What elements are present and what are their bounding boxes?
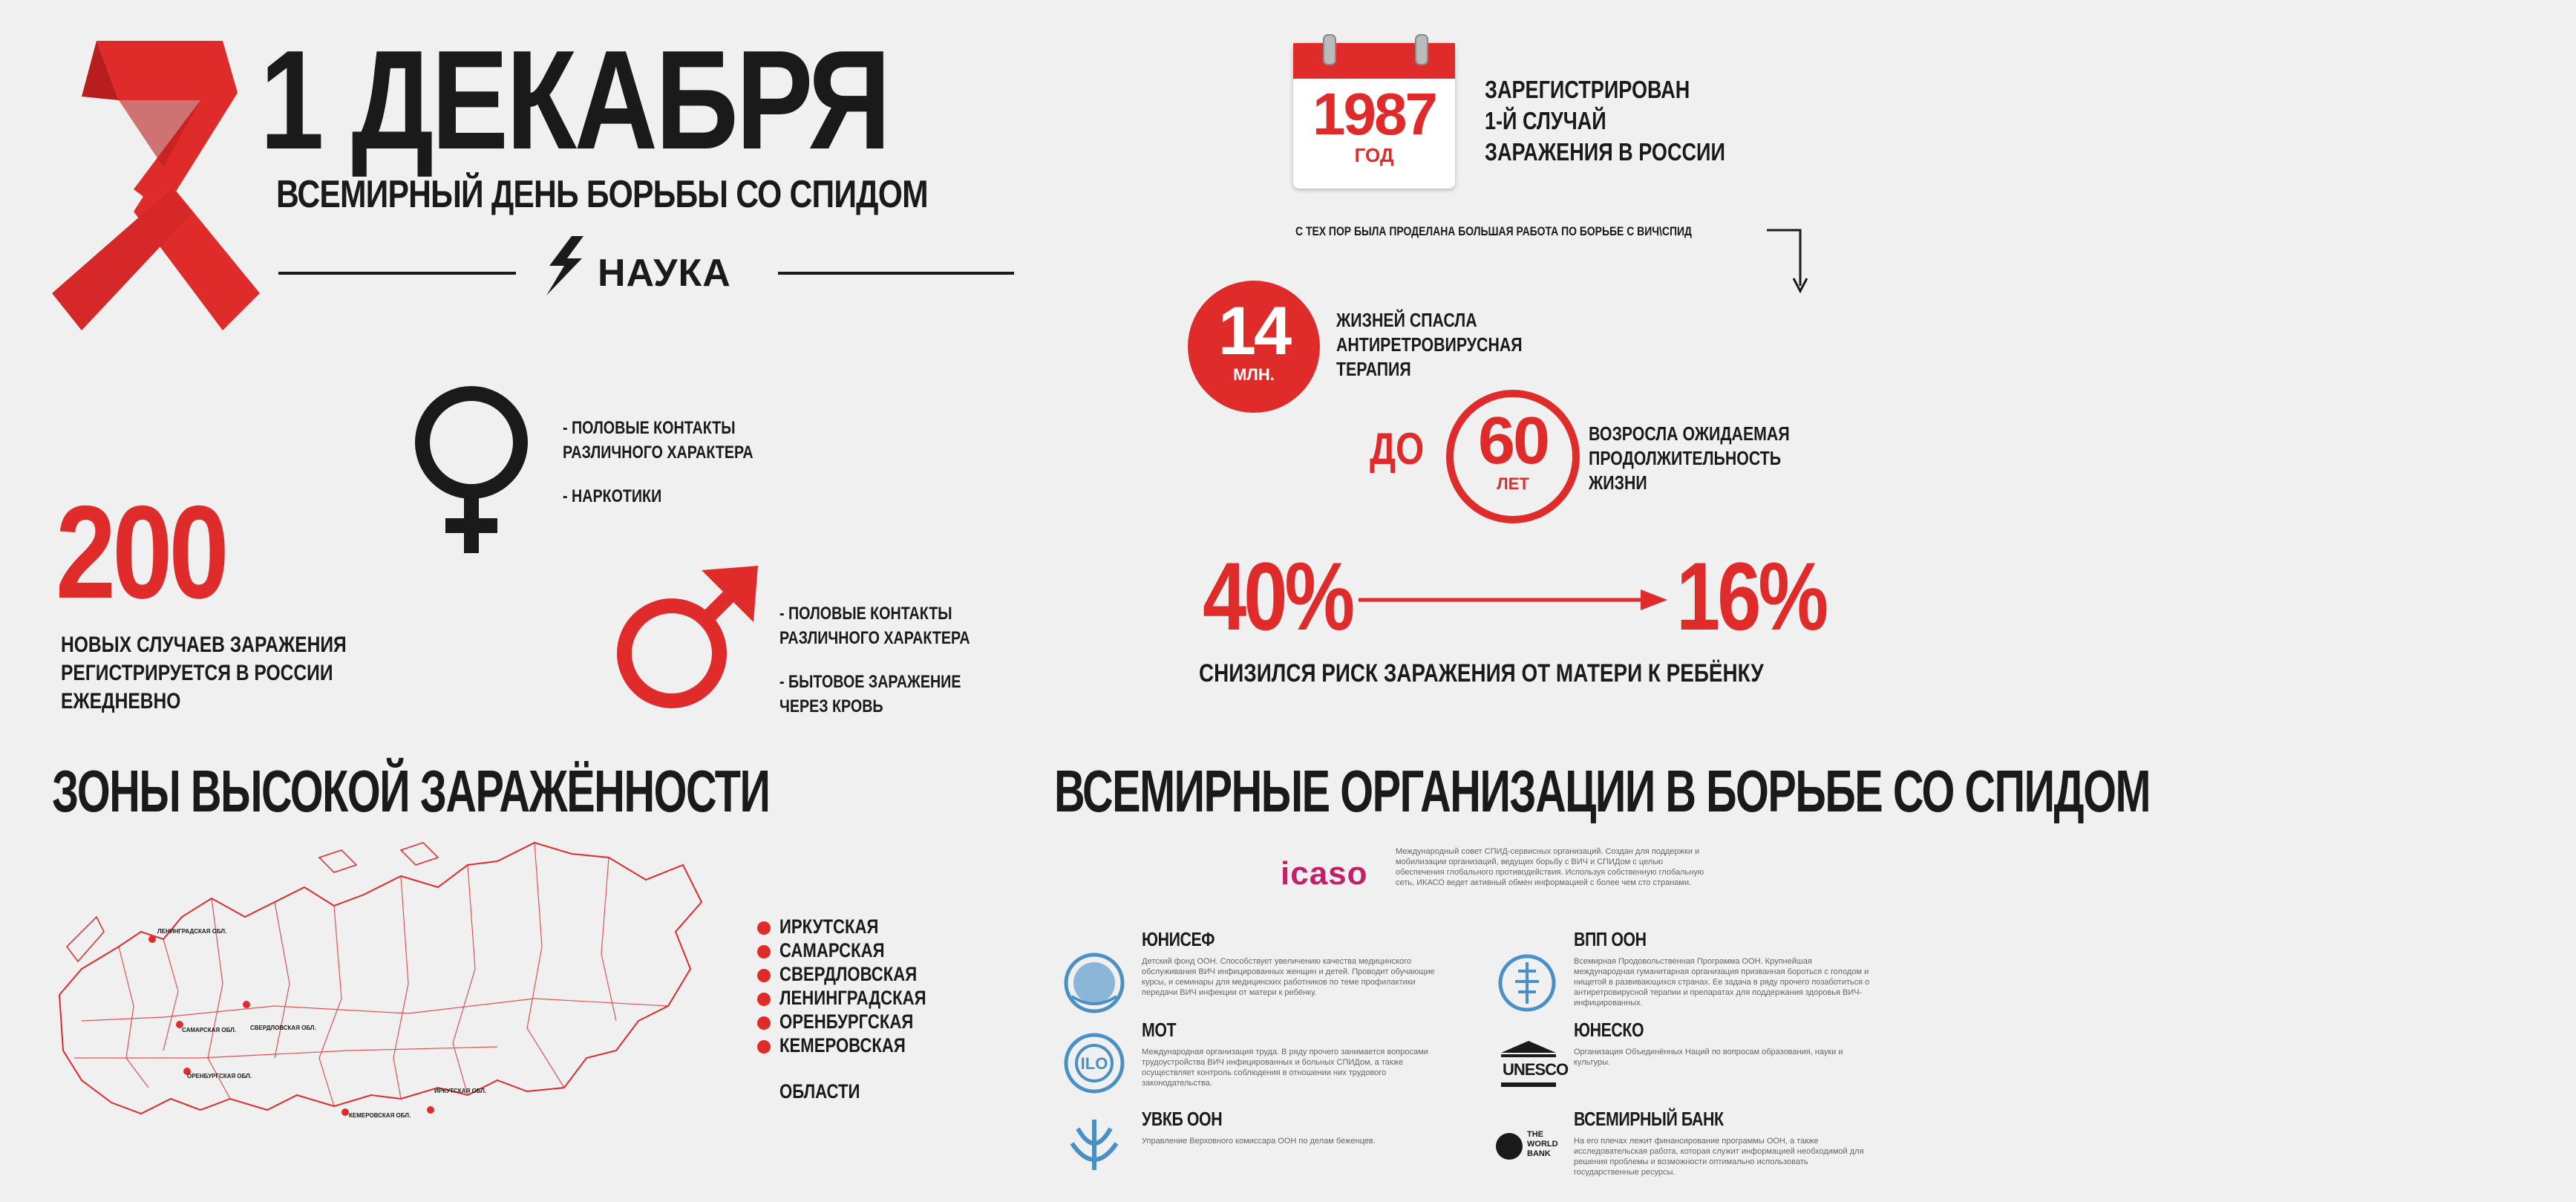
- org-name-unicef: ЮНИСЕФ: [1142, 928, 1215, 950]
- map-label: ОРЕНБУРГСКАЯ ОБЛ.: [187, 1073, 252, 1079]
- lightning-icon: [540, 236, 589, 295]
- orgs-title: ВСЕМИРНЫЕ ОРГАНИЗАЦИИ В БОРЬБЕ СО СПИДОМ: [1054, 758, 2151, 824]
- regions-list: [757, 915, 958, 1103]
- map-marker: [427, 1106, 434, 1114]
- russia-map: [52, 835, 705, 1125]
- ilo-logo-icon: [1063, 1032, 1125, 1094]
- org-name-world-bank: ВСЕМИРНЫЙ БАНК: [1574, 1108, 1724, 1130]
- down-arrow-icon: [1767, 223, 1834, 293]
- unesco-logo-text: UNESCO: [1503, 1060, 1569, 1079]
- female-symbol-icon: [405, 385, 538, 555]
- unesco-logo-icon: [1498, 1039, 1569, 1088]
- icaso-description: Международный совет СПИД-сервисных организаций. Создан для поддержки и мобилизации организаций, ведущих борьбу с ВИЧ и СПИДом с целью обеспечения глобального противодействия. Используя собственную глобальную сеть, ИКАСО ведет активный обмен информацией с более чем сто странами.: [1396, 847, 1704, 887]
- map-label: СВЕРДЛОВСКАЯ ОБЛ.: [250, 1025, 316, 1031]
- org-desc-unesco: Организация Объединённых Наций по вопросам образования, науки и культуры.: [1574, 1048, 1843, 1067]
- zones-title: ЗОНЫ ВЫСОКОЙ ЗАРАЖЁННОСТИ: [52, 758, 770, 824]
- region-item: САМАРСКАЯ: [757, 938, 958, 962]
- region-item: КЕМЕРОВСКАЯ: [757, 1033, 958, 1057]
- red-ribbon-icon: [52, 41, 267, 330]
- male-symbol-icon: [612, 563, 761, 711]
- org-name-wfp: ВПП ООН: [1574, 928, 1647, 950]
- org-name-ilo: МОТ: [1142, 1019, 1177, 1041]
- org-desc-unhcr: Управление Верховного комиссара ООН по делам беженцев.: [1142, 1137, 1376, 1146]
- unhcr-logo-icon: [1063, 1114, 1125, 1176]
- life-expectancy-badge: 60 ЛЕТ: [1446, 390, 1580, 523]
- life-prefix: ДО: [1370, 424, 1425, 474]
- org-desc-world-bank: На его плечах лежит финансирование программы ООН, а также исследовательская работа, которая служит информацией необходимой для решения проблемы и возможности оптимально использовать государственные ресурсы.: [1574, 1137, 1864, 1177]
- calendar-year-unit: ГОД: [1354, 144, 1394, 166]
- map-label: КЕМЕРОВСКАЯ ОБЛ.: [349, 1112, 411, 1119]
- map-label: ИРКУТСКАЯ ОБЛ.: [434, 1088, 487, 1094]
- page-subtitle: ВСЕМИРНЫЙ ДЕНЬ БОРЬБЫ СО СПИДОМ: [276, 173, 928, 216]
- region-item: ОРЕНБУРГСКАЯ: [757, 1010, 958, 1033]
- arrow-right-icon: [1359, 585, 1670, 615]
- first-case-text: ЗАРЕГИСТРИРОВАН 1-Й СЛУЧАЙ ЗАРАЖЕНИЯ В РОССИИ: [1485, 76, 1725, 166]
- daily-number: 200: [56, 478, 226, 626]
- region-item: ИРКУТСКАЯ: [757, 915, 958, 938]
- daily-text: НОВЫХ СЛУЧАЕВ ЗАРАЖЕНИЯ РЕГИСТРИРУЕТСЯ В РОССИИ ЕЖЕДНЕВНО: [61, 633, 347, 713]
- calendar-ring-right: [1415, 34, 1428, 65]
- unicef-logo-icon: [1063, 952, 1125, 1014]
- region-item: СВЕРДЛОВСКАЯ: [757, 962, 958, 986]
- saved-lives-text: ЖИЗНЕЙ СПАСЛА АНТИРЕТРОВИРУСНАЯ ТЕРАПИЯ: [1336, 309, 1523, 380]
- world-bank-logo-icon: THE WORLD BANK: [1496, 1130, 1563, 1163]
- since-note: С ТЕХ ПОР БЫЛА ПРОДЕЛАНА БОЛЬШАЯ РАБОТА ПО БОРЬБЕ С ВИЧ\СПИД: [1295, 224, 1692, 238]
- wfp-logo-icon: [1496, 952, 1558, 1014]
- map-label: САМАРСКАЯ ОБЛ.: [182, 1027, 236, 1033]
- male-risk-text: - ПОЛОВЫЕ КОНТАКТЫ РАЗЛИЧНОГО ХАРАКТЕРА - БЫТОВОЕ ЗАРАЖЕНИЕ ЧЕРЕЗ КРОВЬ: [779, 604, 970, 716]
- calendar-ring-left: [1323, 34, 1336, 65]
- brand-name: НАУКА: [598, 252, 731, 295]
- divider-right: [778, 272, 1014, 275]
- org-desc-unicef: Детский фонд ООН. Способствует увеличению качества медицинского обслуживания ВИЧ инфицированных женщин и детей. Проводит обучающие курсы, и семинары для медицинских работников по теме профилактики передачи ВИЧ инфекции от матери к ребёнку.: [1142, 957, 1435, 997]
- map-marker: [341, 1108, 349, 1116]
- divider-left: [278, 272, 516, 275]
- saved-lives-badge: 14 МЛН.: [1188, 281, 1320, 413]
- svg-text:ILO: ILO: [1080, 1054, 1108, 1073]
- org-desc-wfp: Всемирная Продовольственная Программа ООН. Крупнейшая международная гуманитарная организация призванная бороться с голодом и нищетой в развивающихся странах. Ее задача в ряду прочего позаботиться о антиретровирусной терапии и препаратах для поддержания здоровья ВИЧ-инфицированных.: [1574, 957, 1870, 1007]
- icaso-logo: icaso: [1281, 855, 1368, 892]
- calendar-year: 1987: [1312, 81, 1436, 147]
- map-label: ЛЕНИНГРАДСКАЯ ОБЛ.: [157, 928, 227, 935]
- life-expectancy-text: ВОЗРОСЛА ОЖИДАЕМАЯ ПРОДОЛЖИТЕЛЬНОСТЬ ЖИЗНИ: [1589, 422, 1790, 494]
- calendar-icon: [1293, 43, 1455, 189]
- org-name-unhcr: УВКБ ООН: [1142, 1108, 1223, 1130]
- map-marker: [243, 1001, 250, 1008]
- map-marker: [148, 935, 156, 943]
- risk-to: 16%: [1676, 542, 1826, 650]
- org-name-unesco: ЮНЕСКО: [1574, 1019, 1644, 1041]
- risk-caption: СНИЗИЛСЯ РИСК ЗАРАЖЕНИЯ ОТ МАТЕРИ К РЕБЁНКУ: [1199, 659, 1764, 687]
- page-title: 1 ДЕКАБРЯ: [260, 22, 889, 179]
- risk-from: 40%: [1203, 542, 1353, 650]
- female-risk-text: - ПОЛОВЫЕ КОНТАКТЫ РАЗЛИЧНОГО ХАРАКТЕРА - НАРКОТИКИ: [563, 418, 753, 506]
- regions-suffix: ОБЛАСТИ: [779, 1080, 860, 1103]
- org-desc-ilo: Международная организация труда. В ряду прочего занимается вопросами трудоустройства ВИЧ инфицированных и больных СПИДом, а также осуществляет контроль соблюдения в отношении них трудового законодательства.: [1142, 1048, 1428, 1088]
- region-item: ЛЕНИНГРАДСКАЯ: [757, 986, 958, 1010]
